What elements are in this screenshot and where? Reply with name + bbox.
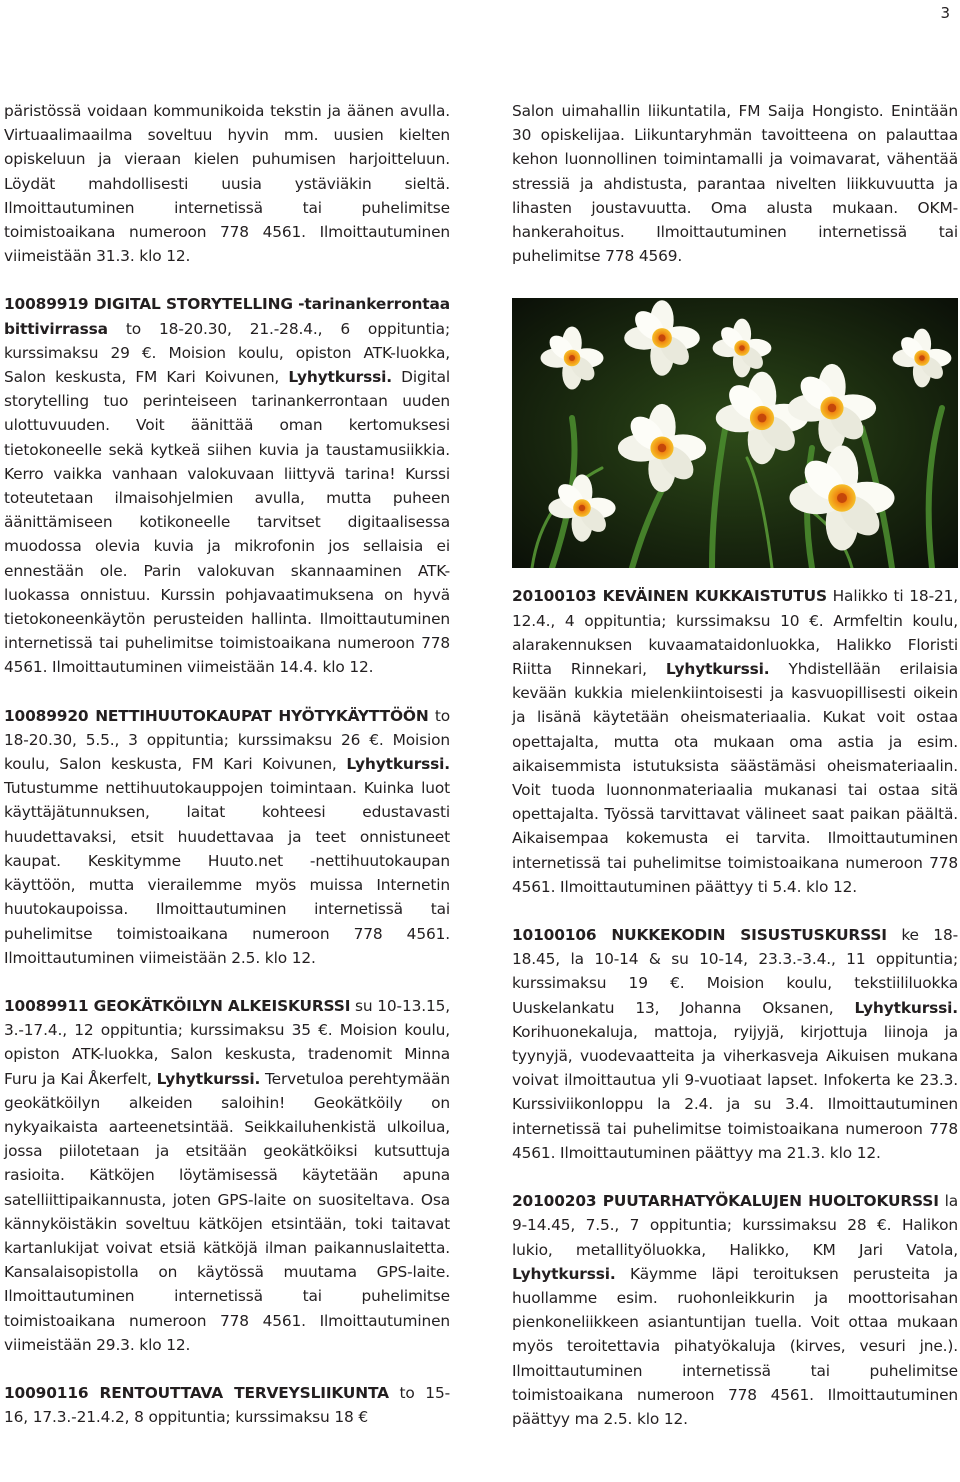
left-column (4, 99, 450, 1429)
course-heading: 20100203 PUUTARHATYÖKALUJEN HUOLTOKURSSI (512, 1192, 939, 1211)
left-intro-paragraph: päristössä voidaan kommunikoida tekstin ja äänen avulla. Virtuaalimaailma soveltuu hyvin mm. uusien kielten opiskeluun ja vieraan kielen puhumisen harjoitteluun. Löydät mahdollisesti uusia ystäviäkin sieltä. Ilmoittautuminen internetissä tai puhelimitse toimistoaikana numeroon 778 4561. Ilmoittautuminen viimeistään 31.3. klo 12. (4, 102, 450, 266)
course-entry (512, 923, 958, 1165)
course-heading: 20100103 KEVÄINEN KUKKAISTUTUS (512, 587, 827, 606)
course-entry (4, 292, 450, 679)
course-details: Halikko ti 18-21, 12.4., 4 oppituntia; kurssimaksu 10 €. Armfeltin koulu, alarakennuksen kuvaamataidonluokka, Halikko Floristi Riitta Rinnekari, (512, 587, 958, 679)
page-number: 3 (940, 4, 950, 22)
course-entry (512, 584, 958, 899)
course-heading: 10090116 RENTOUTTAVA TERVEYSLIIKUNTA (4, 1383, 389, 1402)
course-entry (4, 994, 450, 1357)
course-description: Digital storytelling tuo perinteiseen tarinankerrontaan uuden ulottuvuuden. Voit äänittää oman kertomuksesi tietokoneelle sekä kytkeä siihen kuvia ja taustamusiikkia. Kerro vaikka vanhaan valokuvaan liittyvä tarina! Kurssi toteutetaan ilmaisohjelmien avulla, mutta puheen äänittämiseen kotikoneelle tarvitset digitaalisessa muodossa olevia kuvia ja mikrofonin jos sellaisia ei ennestään ole. Parin valokuvan skannaaminen ATK-luokassa onnistuu. Kurssin pohjavaatimuksena on hyvä tietokoneenkäytön perusteiden hallinta. Ilmoittautuminen internetissä tai puhelimitse toimistoaikana numeroon 778 4561. Ilmoittautuminen viimeistään 14.4. klo 12. (4, 368, 450, 677)
course-description: Korihuonekaluja, mattoja, ryijyjä, kirjottuja liinoja ja tyynyjä, vuodevaatteita ja viherkasveja Aikuisen mukana voivat ilmoittautua yli 9-vuotiaat lapset. Infokerta ke 23.3. Kurssiviikonloppu la 2.4. ja su 3.4. Ilmoittautuminen internetissä tai puhelimitse toimistoaikana numeroon 778 4561. Ilmoittautuminen päättyy ma 21.3. klo 12. (512, 1022, 958, 1162)
course-details: to 15-16, 17.3.-21.4.2, 8 oppituntia; kurssimaksu 18 € (4, 1383, 450, 1427)
course-type-label: Lyhytkurssi. (288, 368, 392, 387)
course-description: Käymme läpi teroituksen perusteita ja huollamme esim. ruohonleikkurin ja moottorisahan pienkoneliikkeen asiantuntijan tuella. Voit ottaa mukaan myös teroitettavia pihatyökaluja (kirves, vesuri jne.). Ilmoittautuminen internetissä tai puhelimitse toimistoaikana numeroon 778 4561. Ilmoittautuminen päättyy ma 2.5. klo 12. (512, 1264, 958, 1428)
course-type-label: Lyhytkurssi. (665, 660, 770, 679)
course-type-label: Lyhytkurssi. (346, 755, 450, 774)
course-heading: 10089919 DIGITAL STORYTELLING -tarinankerrontaa bittivirrassa (4, 295, 450, 338)
course-entry (4, 1381, 450, 1429)
course-entry (512, 1189, 958, 1431)
course-description: Tutustumme nettihuutokauppojen toimintaan. Kuinka luot käyttäjätunnuksen, laitat kohteesi edustavasti huudettavaksi, etsit huudettavaa ja teet onnistuneet kaupat. Keskitymme Huuto.net -nettihuutokaupan käyttöön, mutta vierailemme myös muissa Internetin huutokaupoissa. Ilmoittautuminen internetissä tai puhelimitse toimistoaikana numeroon 778 4561. Ilmoittautuminen viimeistään 2.5. klo 12. (4, 779, 450, 967)
course-description: Yhdistellään erilaisia kevään kukkia mielenkiintoisesti ja kasvuopillisesti oikein ja lisänä käytetään oheismateriaalia. Kukat voit ostaa opettajalta, mutta ota mukaan oma astia ja esim. aikaisemmista istutuksista säästämäsi oheismateriaalin. Voit tuoda luonnonmateriaalia mukanasi tai ostaa sitä opettajalta. Työssä tarvittavat välineet saat paikan päältä. Aikaisempaa kokemusta ei tarvita. Ilmoittautuminen internetissä tai puhelimitse toimistoaikana numeroon 778 4561. Ilmoittautuminen päättyy ti 5.4. klo 12. (512, 660, 959, 896)
course-heading: 10089911 GEOKÄTKÖILYN ALKEISKURSSI (4, 996, 351, 1015)
right-intro-paragraph: Salon uimahallin liikuntatila, FM Saija Hongisto. Enintään 30 opiskelijaa. Liikuntaryhmän tavoitteena on palauttaa kehon luonnollinen toimintamalli ja voimavarat, vähentää stressiä ja ahdistusta, parantaa nivelten liikkuvuutta ja lihasten joustavuutta. Oma alusta mukaan. OKM-hankerahoitus. Ilmoittautuminen internetissä tai puhelimitse 778 4569. (512, 102, 958, 266)
right-column (512, 99, 958, 1431)
course-description: Tervetuloa perehtymään geokätköilyn alkeiden saloihin! Geokätköily on nykyaikaista aarteenetsintää. Seikkailuhenkistä ulkoilua, jossa piilotetaan ja etsitään geokätköiksi kutsuttuja rasioita. Kätköjen löytämisessä käytetään apuna satelliittipaikannusta, joten GPS-laite on suositeltava. Osa kännyköistäkin soveltuu kätköjen etsintään, toki taitavat kartanlukijat voivat etsiä kätköjä ilman paikannuslaitetta. Kansalaisopistolla on käytössä muutama GPS-laite. Ilmoittautuminen internetissä tai puhelimitse toimistoaikana numeroon 778 4561. Ilmoittautuminen viimeistään 29.3. klo 12. (4, 1069, 451, 1354)
course-heading: 10089920 NETTIHUUTOKAUPAT HYÖTYKÄYTTÖÖN (4, 706, 429, 725)
course-details: su 10-13.15, 3.-17.4., 12 oppituntia; kurssimaksu 35 €. Moision koulu, opiston ATK-luokka, Salon keskusta, tradenomit Minna Furu ja Kai Åkerfelt, (4, 996, 451, 1088)
course-type-label: Lyhytkurssi. (854, 998, 959, 1017)
course-details: ke 18-18.45, la 10-14 & su 10-14, 23.3.-3.4., 11 oppituntia; kurssimaksu 19 €. Moision koulu, tekstiililuokka Uuskelankatu 13, Johanna Oksanen, (512, 926, 958, 1017)
course-details: to 18-20.30, 5.5., 3 oppituntia; kurssimaksu 26 €. Moision koulu, Salon keskusta, FM Kari Koivunen, (4, 706, 450, 774)
course-heading: 10100106 NUKKEKODIN SISUSTUSKURSSI (512, 926, 887, 945)
course-entry (4, 704, 450, 970)
course-details: la 9-14.45, 7.5., 7 oppituntia; kurssimaksu 28 €. Halikon lukio, metallityöluokka, Halikko, KM Jari Vatola, (512, 1192, 958, 1259)
narcissus-photo (512, 298, 958, 568)
course-type-label: Lyhytkurssi. (512, 1264, 616, 1283)
course-type-label: Lyhytkurssi. (156, 1069, 261, 1088)
course-details: to 18-20.30, 21.-28.4., 6 oppituntia; kurssimaksu 29 €. Moision koulu, opiston ATK-luokka, Salon keskusta, FM Kari Koivunen, (4, 319, 450, 387)
